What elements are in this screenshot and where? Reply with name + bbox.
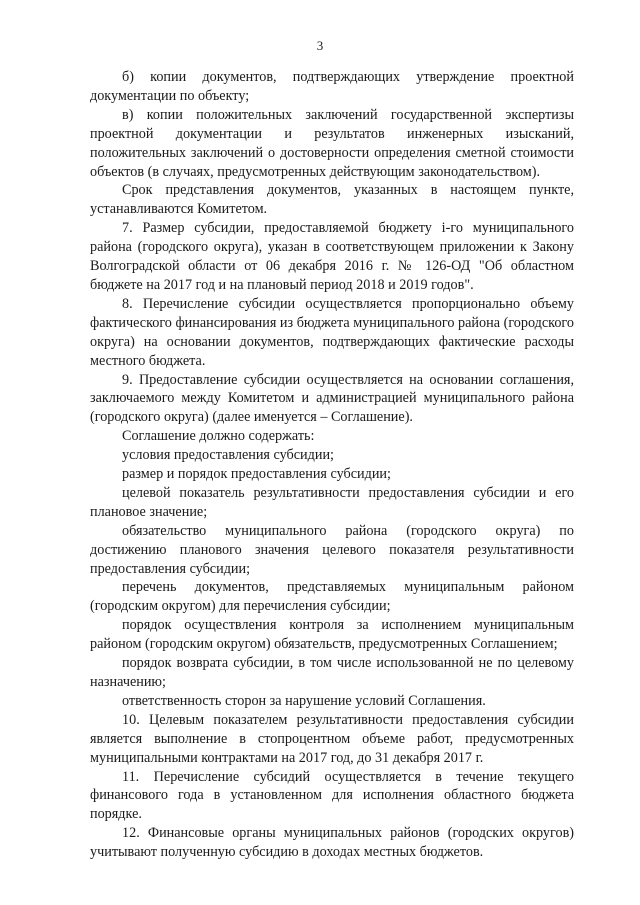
agreement-item: условия предоставления субсидии; [122, 447, 334, 464]
agreement-item: перечень документов, представляемых муниципальным районом (городским округом) для перечисления субсидии; [90, 579, 574, 615]
paragraph-10: 10. Целевым показателем результативности предоставления субсидии является выполнение в стопроцентном объеме работ, предусмотренных муниципальными контрактами на 2017 год, до 31 декабря 2017 г. [90, 711, 574, 766]
agreement-item: целевой показатель результативности предоставления субсидии и его плановое значение; [90, 484, 574, 520]
paragraph-7: 7. Размер субсидии, предоставляемой бюджету i-го муниципального района (городского округа), указан в соответствующем приложении к Закону Волгоградской области от 06 декабря 2016 г. № 126-ОД "Об областном бюджете на 2017 год и на плановый период 2018 и 2019 годов". [90, 220, 574, 293]
agreement-item: размер и порядок предоставления субсидии; [122, 466, 391, 483]
document-body [90, 68, 574, 862]
paragraph-12: 12. Финансовые органы муниципальных районов (городских округов) учитывают полученную субсидию в доходах местных бюджетов. [90, 825, 574, 861]
paragraph-deadline: Срок представления документов, указанных в настоящем пункте, устанавливаются Комитетом. [90, 182, 574, 218]
paragraph-item-v: в) копии положительных заключений государственной экспертизы проектной документации и результатов инженерных изысканий, положительных заключений о достоверности определения сметной стоимости объектов (в случаях, предусмотренных действующим законодательством). [90, 106, 574, 180]
paragraph-11: 11. Перечисление субсидий осуществляется в течение текущего финансового года в установленном для исполнения областного бюджета порядке. [90, 768, 574, 823]
agreement-item: обязательство муниципального района (городского округа) по достижению планового значения целевого показателя результативности предоставления субсидии; [90, 522, 574, 577]
agreement-contents-heading: Соглашение должно содержать: [122, 428, 315, 445]
agreement-item: ответственность сторон за нарушение условий Соглашения. [122, 692, 486, 709]
agreement-item: порядок возврата субсидии, в том числе использованной не по целевому назначению; [90, 655, 574, 690]
paragraph-9: 9. Предоставление субсидии осуществляется на основании соглашения, заключаемого между Комитетом и администрацией муниципального района (городского округа) (далее именуется – Соглашение). [90, 371, 574, 426]
paragraph-8: 8. Перечисление субсидии осуществляется пропорционально объему фактического финансирования из бюджета муниципального района (городского округа) на основании документов, подтверждающих фактические расходы местного бюджета. [90, 295, 574, 369]
paragraph-item-b: б) копии документов, подтверждающих утверждение проектной документации по объекту; [90, 69, 574, 104]
page-number: 3 [316, 38, 324, 53]
agreement-item: порядок осуществления контроля за исполнением муниципальным районом (городским округом) обязательств, предусмотренных Соглашением; [90, 617, 574, 653]
